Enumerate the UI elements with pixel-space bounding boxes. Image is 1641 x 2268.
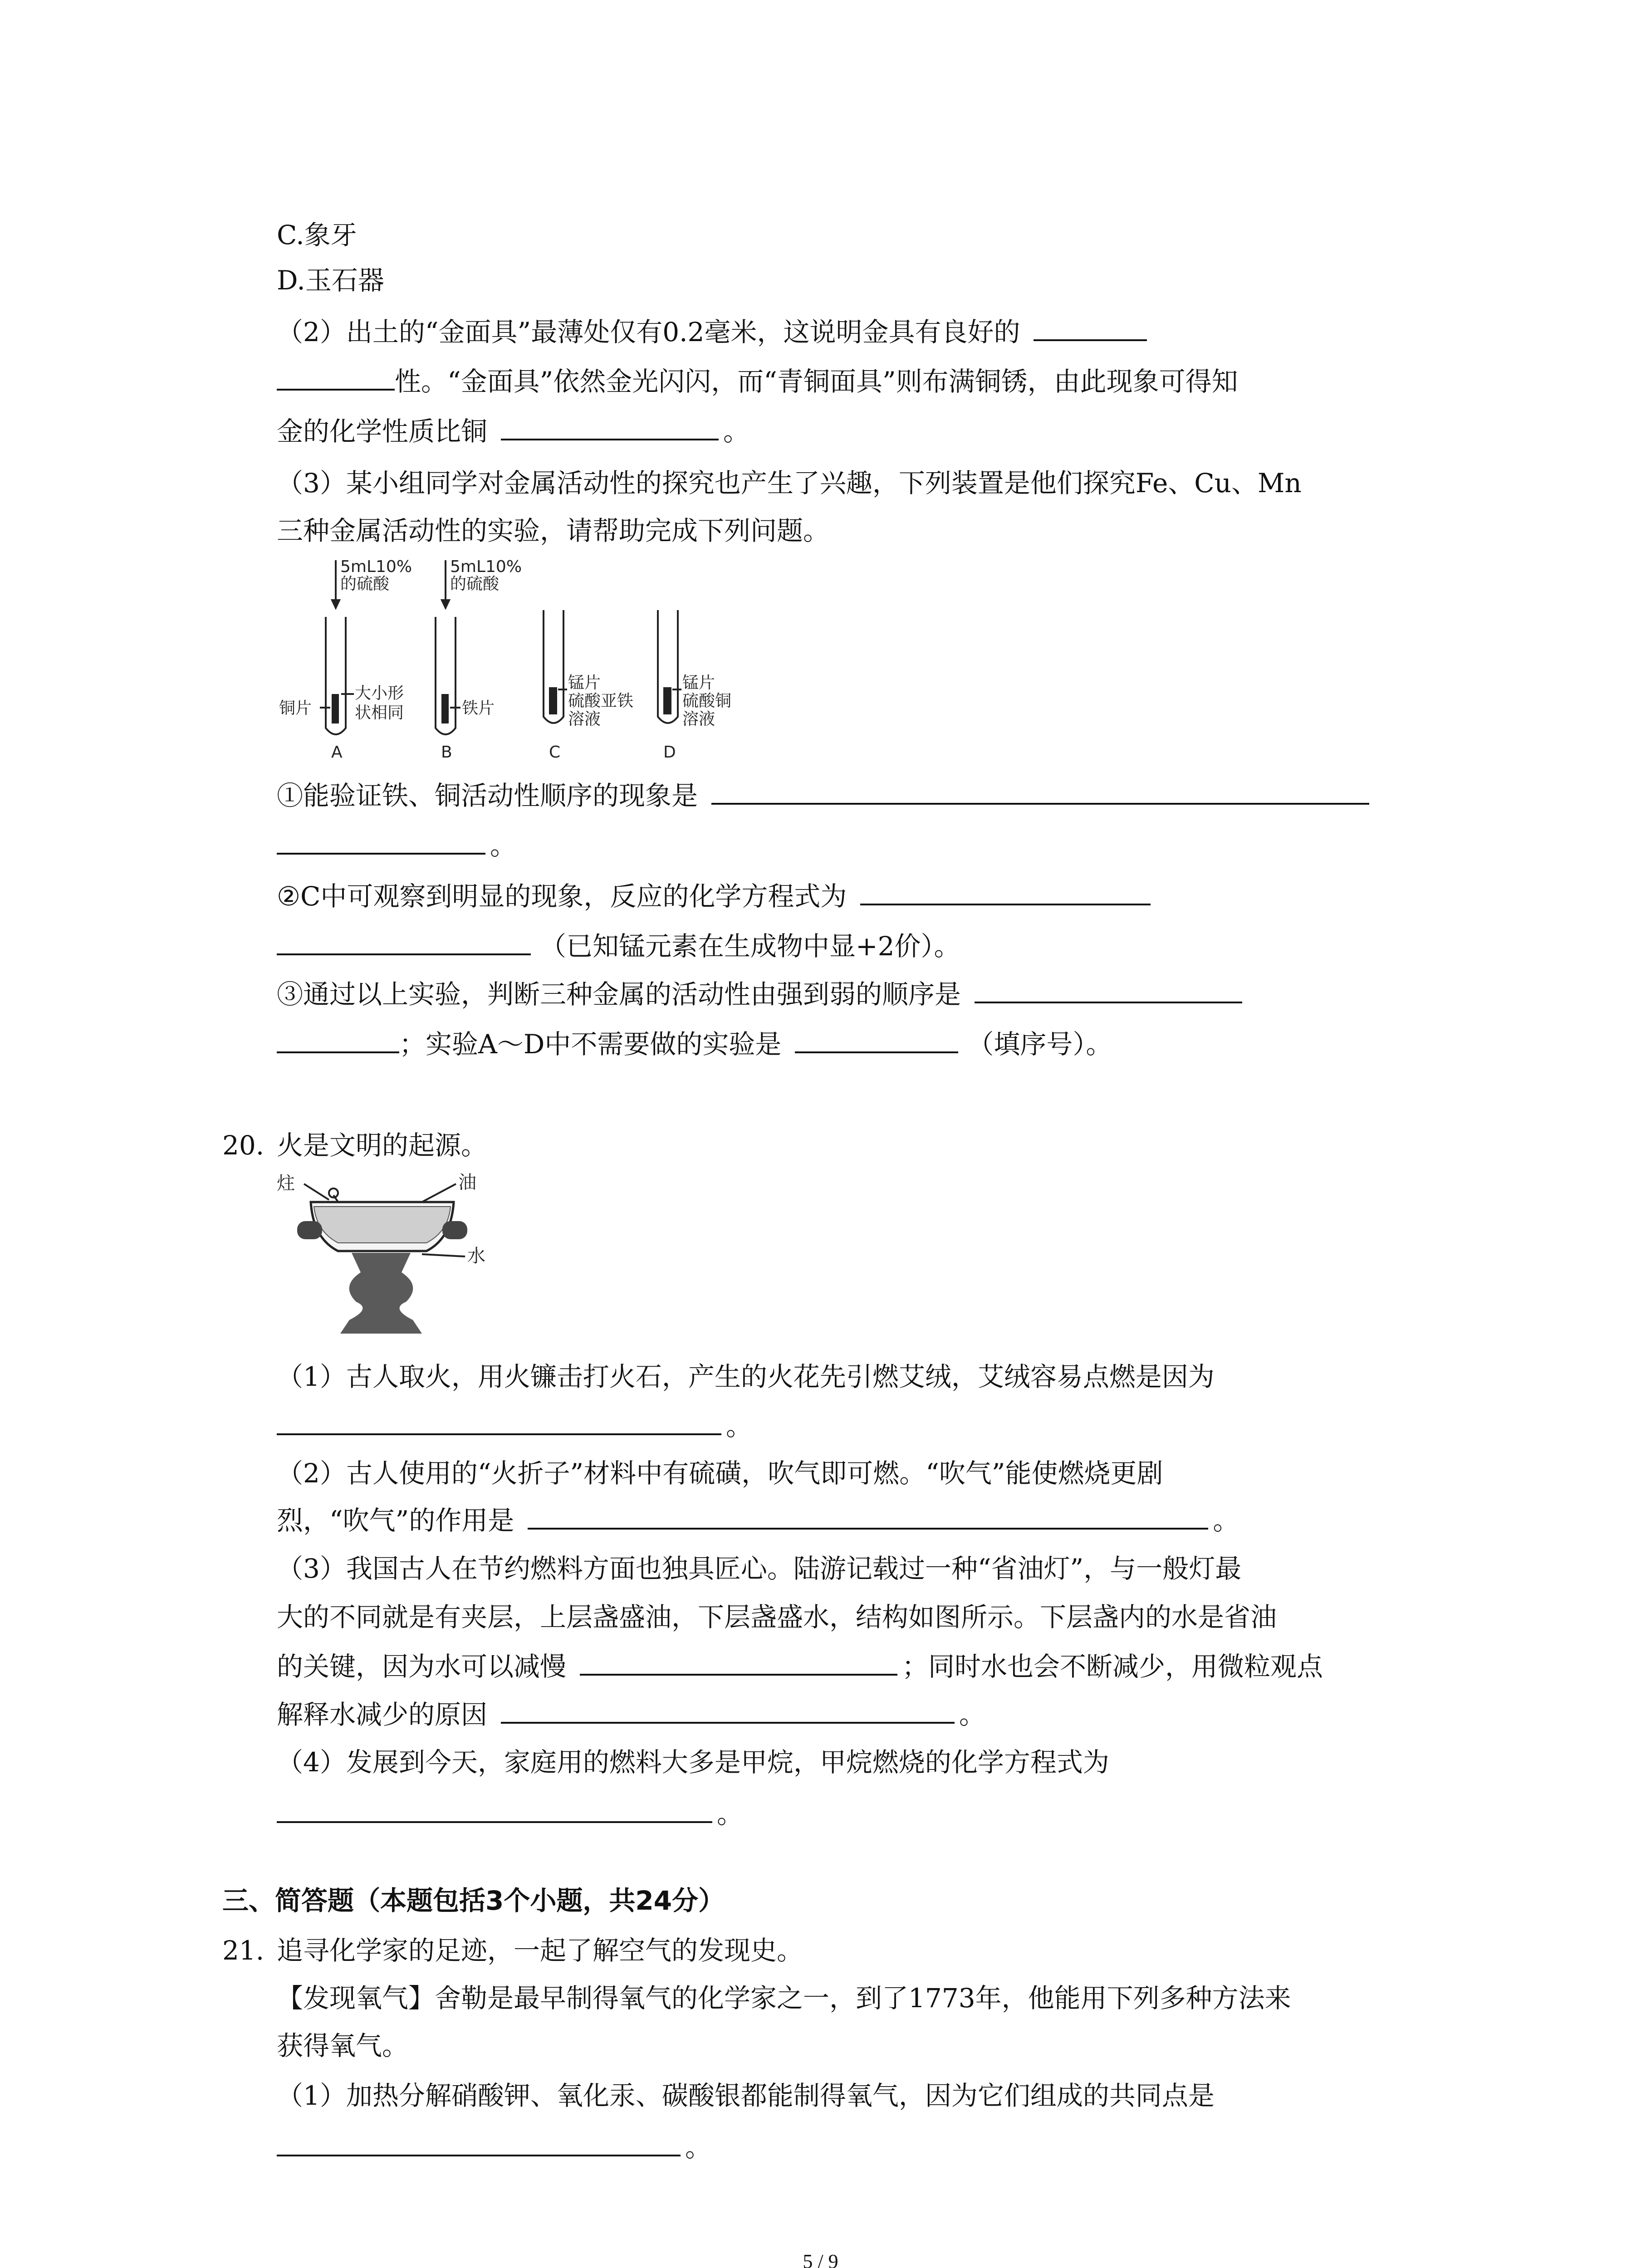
answer-blank[interactable]	[580, 1647, 897, 1676]
q19-sub1-text: ①能验证铁、铜活动性顺序的现象是	[277, 780, 698, 811]
manganese-strip-c	[549, 687, 557, 714]
copper-label: 铜片	[279, 699, 312, 718]
tube-letter: D	[663, 743, 676, 762]
lamp-stand	[340, 1253, 422, 1334]
q20-part1-line1: （1）古人取火，用火镰击打火石，产生的火花先引燃艾绒，艾绒容易点燃是因为	[277, 1361, 1215, 1392]
q19-part2-text: 性。“金面具”依然金光闪闪，而“青铜面具”则布满铜锈，由此现象可得知	[395, 366, 1238, 397]
q19-part2-line3	[277, 411, 749, 450]
punctuation: 。	[1213, 1505, 1239, 1536]
q19-sub3-text: （填序号）。	[967, 1029, 1112, 1060]
q19-sub2-text: （已知锰元素在生成物中显+2价）。	[540, 931, 960, 962]
lamp-handle	[442, 1221, 467, 1239]
q19-part3-line2: 三种金属活动性的实验，请帮助完成下列问题。	[277, 515, 830, 546]
option-c: C.象牙	[277, 220, 357, 250]
q19-sub1-line2	[277, 826, 516, 864]
q19-part2-line2	[277, 362, 1238, 400]
q20-part3-text: 解释水减少的原因	[277, 1699, 488, 1730]
tube-c-label: 溶液	[568, 710, 601, 728]
wick-label: 炷	[277, 1173, 295, 1194]
q20-part4-line1: （4）发展到今天，家庭用的燃料大多是甲烷，甲烷燃烧的化学方程式为	[277, 1747, 1109, 1778]
q20-part2-line2	[277, 1501, 1239, 1539]
q19-sub1-line1	[277, 776, 1369, 814]
q19-sub3-line1	[277, 974, 1242, 1012]
answer-blank[interactable]	[1034, 312, 1147, 341]
answer-blank[interactable]	[501, 1695, 955, 1724]
q21-paragraph-line1: 【发现氧气】舍勒是最早制得氧气的化学家之一，到了1773年，他能用下列多种方法来	[277, 1983, 1291, 2014]
q20-part3-line2: 大的不同就是有夹层，上层盏盛油，下层盏盛水，结构如图所示。下层盏内的水是省油	[277, 1602, 1277, 1633]
q19-sub3-text: ③通过以上实验，判断三种金属的活动性由强到弱的顺序是	[277, 979, 961, 1010]
punctuation: 。	[490, 830, 517, 861]
tube-c-label: 锰片	[568, 674, 601, 692]
q19-sub3-line2	[277, 1024, 1112, 1062]
section-heading: 三、简答题（本题包括3个小题，共24分）	[222, 1885, 725, 1916]
answer-blank[interactable]	[528, 1501, 1208, 1530]
tube-letter: B	[441, 743, 452, 762]
q20-part2-line1: （2）古人使用的“火折子”材料中有硫磺，吹气即可燃。“吹气”能使燃烧更剧	[277, 1458, 1163, 1489]
q19-sub2-line2	[277, 926, 960, 964]
acid-label: 的硫酸	[450, 575, 500, 593]
q19-part3-line1: （3）某小组同学对金属活动性的探究也产生了兴趣，下列装置是他们探究Fe、Cu、Mn	[277, 468, 1302, 499]
q20-part2-text: 烈，“吹气”的作用是	[277, 1505, 514, 1536]
answer-blank[interactable]	[277, 362, 395, 391]
tube-c-label: 硫酸亚铁	[568, 692, 634, 710]
q19-sub2-line1	[277, 876, 1151, 914]
iron-strip	[441, 694, 449, 723]
q21-part1-line2	[277, 2127, 711, 2165]
punctuation: 。	[717, 1799, 744, 1829]
acid-label: 的硫酸	[340, 575, 390, 593]
same-size-label: 状相同	[355, 704, 404, 722]
answer-blank[interactable]	[795, 1024, 958, 1053]
q20-part3-line1: （3）我国古人在节约燃料方面也独具匠心。陆游记载过一种“省油灯”，与一般灯最	[277, 1553, 1242, 1584]
question-number: 20.	[222, 1130, 265, 1161]
punctuation: 。	[685, 2132, 712, 2163]
page-number: 5 / 9	[803, 2250, 838, 2268]
manganese-strip-d	[663, 687, 671, 714]
tube-d-label: 锰片	[682, 674, 715, 692]
q21-part1-line1: （1）加热分解硝酸钾、氧化汞、碳酸银都能制得氧气，因为它们组成的共同点是	[277, 2080, 1215, 2111]
water-label: 水	[467, 1246, 485, 1266]
q20-part3-line4	[277, 1695, 985, 1733]
q20-part4-line2	[277, 1794, 743, 1832]
answer-blank[interactable]	[277, 1794, 712, 1823]
punctuation: 。	[959, 1699, 986, 1730]
punctuation: 。	[723, 416, 750, 447]
oil-label: 油	[458, 1172, 476, 1193]
q19-sub3-text: ；实验A～D中不需要做的实验是	[399, 1029, 782, 1060]
q20-part1-line2	[277, 1406, 752, 1444]
answer-blank[interactable]	[277, 926, 531, 955]
q20-part3-text: ；同时水也会不断减少，用微粒观点	[902, 1651, 1323, 1682]
tube-d-label: 溶液	[682, 710, 715, 728]
q21-paragraph-line2: 获得氧气。	[277, 2030, 409, 2061]
answer-blank[interactable]	[277, 826, 485, 855]
q21-stem: 追寻化学家的足迹，一起了解空气的发现史。	[277, 1935, 803, 1966]
answer-blank[interactable]	[501, 411, 719, 440]
tube-d-label: 硫酸铜	[682, 692, 732, 710]
acid-label: 5mL10%	[340, 557, 412, 576]
q19-part2-line1	[277, 312, 1147, 350]
q19-part2-text: （2）出土的“金面具”最薄处仅有0.2毫米，这说明金具有良好的	[277, 317, 1020, 347]
same-size-label: 大小形	[355, 684, 404, 703]
q20-part3-text: 的关键，因为水可以减慢	[277, 1651, 567, 1682]
tube-letter: C	[549, 743, 561, 762]
answer-blank[interactable]	[860, 876, 1151, 905]
punctuation: 。	[726, 1411, 753, 1442]
acid-label: 5mL10%	[450, 557, 522, 576]
copper-strip	[332, 694, 339, 723]
iron-label: 铁片	[462, 699, 495, 718]
answer-blank[interactable]	[711, 776, 1369, 805]
answer-blank[interactable]	[277, 1024, 399, 1053]
question-number: 21.	[222, 1935, 265, 1966]
answer-blank[interactable]	[975, 974, 1242, 1003]
q19-sub2-text: ②C中可观察到明显的现象，反应的化学方程式为	[277, 881, 847, 912]
q19-part2-text: 金的化学性质比铜	[277, 416, 488, 447]
oil-layer	[314, 1207, 451, 1243]
q20-part3-line3	[277, 1647, 1323, 1685]
answer-blank[interactable]	[277, 2127, 681, 2156]
test-tube-experiment-figure	[277, 551, 785, 764]
oil-saving-lamp-figure	[277, 1170, 485, 1343]
tube-letter: A	[331, 743, 343, 762]
lamp-handle	[297, 1221, 322, 1239]
answer-blank[interactable]	[277, 1406, 721, 1435]
option-d: D.玉石器	[277, 265, 384, 296]
q20-stem: 火是文明的起源。	[277, 1130, 488, 1161]
